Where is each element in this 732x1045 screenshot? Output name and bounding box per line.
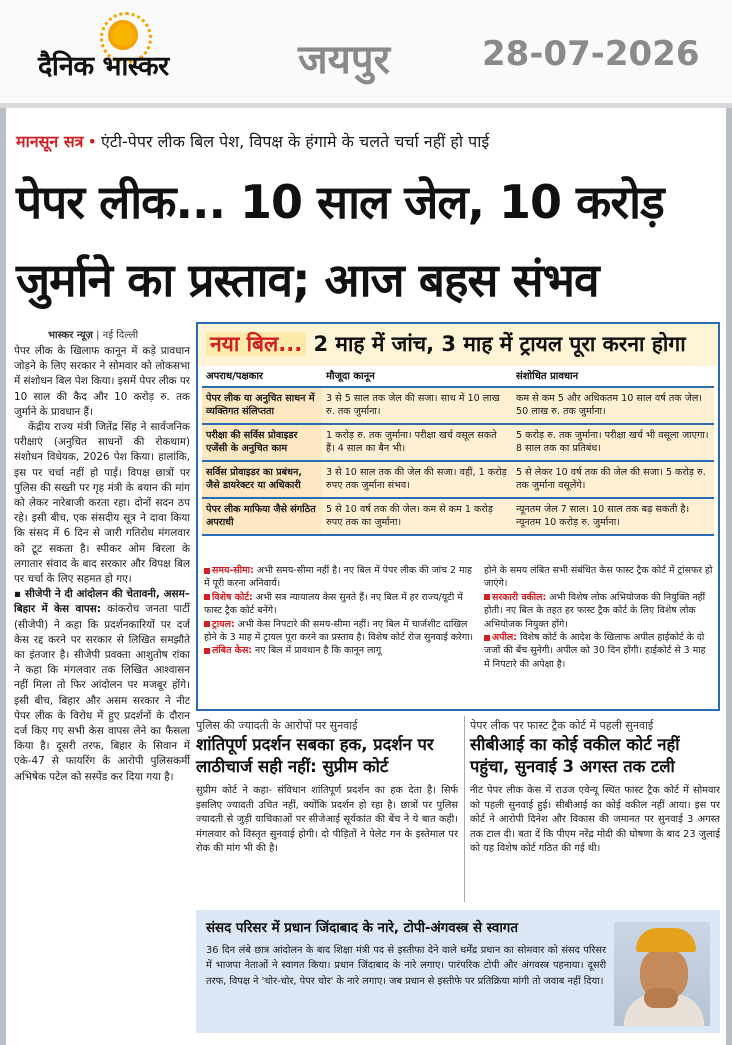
table-cell: पेपर लीक माफिया जैसे संगठित अपराधी <box>202 498 322 535</box>
bill-note-text: होने के समय लंबित सभी संबंधित केस फास्ट ट्रैक कोर्ट में ट्रांसफर हो जाएंगे। <box>484 565 713 590</box>
bill-note-label: अपील: <box>492 632 518 644</box>
bill-note-text: विशेष कोर्ट के आदेश के खिलाफ अपील हाईकोर्ट के दो जजों की बेंच सुनेगी। अपील को 30 दिन होंगी। हाईकोर्ट से 3 माह में निपटारे की अपेक्षा है। <box>484 632 706 670</box>
bill-note-text: अभी विशेष लोक अभियोजक की नियुक्ति नहीं होती। नए बिल के तहत हर फास्ट ट्रैक कोर्ट के लिए विशेष लोक अभियोजक नियुक्त होंगे। <box>484 591 706 630</box>
byline-place: | नई दिल्ली <box>92 330 139 341</box>
newspaper-logo: दैनिक भास्कर <box>38 51 169 82</box>
main-story-body <box>14 344 190 785</box>
bullet-square-icon <box>484 635 490 641</box>
bill-note <box>484 631 714 671</box>
cbi-story-body: नीट पेपर लीक केस में राउज एवेन्यू स्थित फास्ट ट्रैक कोर्ट में सोमवार को पहली सुनवाई हुई। सीबीआई का कोई वकील नहीं आया। इस पर कोर्ट ने आरोपी दिनेश और विकास की जमानत पर सुनवाई 3 अगस्त तक टाल दी। बता दें कि पीएम नरेंद्र मोदी की घोषणा के बाद 23 जुलाई को यह विशेष कोर्ट गठित की गई थी। <box>470 785 720 854</box>
kicker-label: मानसून सत्र <box>16 132 84 151</box>
bullet-square-icon <box>484 594 490 600</box>
bill-note-label: समय-सीमा: <box>212 565 254 576</box>
bullet-square-icon <box>204 594 210 600</box>
sc-story-headline: शांतिपूर्ण प्रदर्शन सबका हक, प्रदर्शन पर लाठीचार्ज सही नहीं: सुप्रीम कोर्ट <box>196 735 434 776</box>
table-header-row <box>202 368 714 387</box>
table-cell: 5 करोड़ रु. तक जुर्माना। परीक्षा खर्च भी वसूला जाएगा। 8 साल तक का प्रतिबंध। <box>512 424 714 461</box>
cbi-story-headline: सीबीआई का कोई वकील कोर्ट नहीं पहुंचा, सुनवाई 3 अगस्त तक टली <box>470 735 680 776</box>
table-cell: 5 से लेकर 10 वर्ष तक की जेल की सजा। 5 करोड़ रु. तक जुर्माना वसूलेंगे। <box>512 461 714 498</box>
bill-notes-left <box>204 564 474 658</box>
table-cell: 5 से 10 वर्ष तक की जेल। कम से कम 1 करोड़ रुपए तक का जुर्माना। <box>322 498 512 535</box>
table-cell: कम से कम 5 और अधिकतम 10 साल वर्ष तक जेल। 50 लाख रु. तक जुर्माना। <box>512 387 714 424</box>
photo-cap-shape <box>636 928 696 952</box>
bill-note <box>484 591 714 631</box>
table-row <box>202 387 714 424</box>
table-header: संशोधित प्रावधान <box>512 368 714 387</box>
cjp-subhead: ▪ सीजेपी ने दी आंदोलन की चेतावनी, असम–बिहार में केस वापस: <box>14 588 190 616</box>
headline-line-2: जुर्माने का प्रस्ताव; आज बहस संभव <box>16 253 599 307</box>
main-story-para-2: केंद्रीय राज्य मंत्री जितेंद्र सिंह ने सार्वजनिक परीक्षाएं (अनुचित साधनों की रोकथाम) संशोधन विधेयक, 2026 पेश किया। हालांकि, इस पर चर्चा नहीं हो पाई। विपक्ष छात्रों पर पुलिस की सख्ती पर गृह मंत्री के बयान की मांग को लेकर नारेबाजी करता रहा। दोनों सदन ठप रहे। इसी बीच, एक संसदीय सूत्र ने दावा किया कि संसद में 6 दिन से जारी गतिरोध मंगलवार को टूट सकता है। स्पीकर ओम बिरला के लगातार संवाद के बाद सरकार और विपक्ष बिल पर चर्चा के लिए सहमत हो गए। <box>14 421 190 586</box>
bill-note-label: लंबित केस: <box>212 645 253 657</box>
edition-date: 28-07-2026 <box>482 34 700 74</box>
pradhan-photo <box>614 922 710 1026</box>
table-row <box>202 461 714 498</box>
bullet-square-icon <box>204 648 210 654</box>
cjp-text: कांकरोच जनता पार्टी (सीजेपी) ने कहा कि प्रदर्शनकारियों पर दर्ज केस रद्द करने पर सरकार से लिखित समझौते का इंतजार है। सीजेपी प्रवक्ता आशुतोष रांका ने कहा कि मंगलवार तक लिखित आश्वासन नहीं मिला तो फिर आंदोलन पर मजबूर होंगे। इसी बीच, बिहार और असम सरकार ने नीट पेपर लीक के विरोध में हुए प्रदर्शनों के दौरान दर्ज किए गए सभी केस वापस लेने का फैसला किया है। दूसरी तरफ, बिहार के सिवान में एके-47 से फायरिंग के आरोपी पुलिसकर्मी अभिषेक पटेल को सस्पेंड कर दिया गया है। <box>14 603 190 783</box>
new-bill-box <box>196 322 720 711</box>
table-cell: परीक्षा की सर्विस प्रोवाइडर एजेंसी के अनुचित काम <box>202 424 322 461</box>
byline <box>48 327 138 341</box>
bill-note-label: ट्रायल: <box>212 618 235 630</box>
pradhan-story-headline: संसद परिसर में प्रधान जिंदाबाद के नारे, टोपी-अंगवस्त्र से स्वागत <box>206 921 518 936</box>
bill-note-label: सरकारी वकील: <box>492 591 547 603</box>
table-row <box>202 424 714 461</box>
new-bill-tag: नया बिल... <box>206 332 306 356</box>
new-bill-title-text: 2 माह में जांच, 3 माह में ट्रायल पूरा करना होगा <box>306 332 686 356</box>
bill-note-text: अभी सत्र न्यायालय केस सुनते हैं। नए बिल में हर राज्य/यूटी में फास्ट ट्रैक कोर्ट बनेंगे। <box>204 591 463 617</box>
comparison-table <box>202 368 714 536</box>
pradhan-story-box <box>196 910 720 1033</box>
photo-hands-shape <box>644 988 678 1008</box>
sc-story-body: सुप्रीम कोर्ट ने कहा- संविधान शांतिपूर्ण प्रदर्शन का हक देता है। सिर्फ इसलिए ज्यादती उचित नहीं, क्योंकि प्रदर्शन हो रहा है। छात्रों पर पुलिस ज्यादती से जुड़ी याचिकाओं पर सीजेआई सूर्यकांत की बेंच ने ये बात कही। मंगलवार को विस्तृत सुनवाई होगी। दो पीड़ितों ने पेलेट गन के इस्तेमाल पर रोक की मांग भी की है। <box>196 785 458 854</box>
table-cell: 3 से 10 साल तक की जेल की सजा। वहीं, 1 करोड़ रुपए तक जुर्माना संभव। <box>322 461 512 498</box>
main-story-para-1: पेपर लीक के खिलाफ कानून में कड़े प्रावधान जोड़ने के लिए सरकार ने सोमवार को लोकसभा में संशोधन बिल पेश किया। इसमें पेपर लीक पर 10 साल की कैद और 10 करोड़ रु. तक जुर्माने के प्रावधान हैं। <box>14 345 190 418</box>
masthead <box>0 0 732 108</box>
table-header: मौजूदा कानून <box>322 368 512 387</box>
cbi-story-kicker: पेपर लीक पर फास्ट ट्रैक कोर्ट में पहली सुनवाई <box>470 719 654 732</box>
headline-line-1: पेपर लीक... 10 साल जेल, 10 करोड़ <box>16 175 664 229</box>
bullet-square-icon <box>204 568 210 574</box>
table-header: अपराध/पक्षकार <box>202 368 322 387</box>
kicker-text: एंटी-पेपर लीक बिल पेश, विपक्ष के हंगामे के चलते चर्चा नहीं हो पाई <box>100 132 490 151</box>
table-cell: न्यूनतम जेल 7 साल। 10 साल तक बढ़ सकती है। न्यूनतम 10 करोड़ रु. जुर्माना। <box>512 498 714 535</box>
bill-note <box>204 591 474 618</box>
byline-agency: भास्कर न्यूज़ <box>48 330 93 341</box>
table-cell: पेपर लीक या अनुचित साधन में व्यक्तिगत संलिप्तता <box>202 387 322 424</box>
pradhan-story-body: 36 दिन लंबे छात्र आंदोलन के बाद शिक्षा मंत्री पद से इस्तीफा देने वाले धर्मेंद्र प्रधान का सोमवार को संसद परिसर में भाजपा नेताओं ने स्वागत किया। प्रधान जिंदाबाद के नारे लगाए। पारंपरिक टोपी और अंगवस्त्र पहनाया। दूसरी तरफ, विपक्ष ने 'चोर-चोर, पेपर चोर' के नारे लगाए। जब प्रधान से इस्तीफे पर प्रतिक्रिया मांगी तो जवाब नहीं दिया। <box>206 945 606 987</box>
table-cell: 3 से 5 साल तक जेल की सजा। साथ में 10 लाख रु. तक जुर्माना। <box>322 387 512 424</box>
bill-notes-right <box>484 564 714 671</box>
bill-note <box>204 644 474 657</box>
new-bill-title <box>206 330 686 358</box>
bill-note <box>204 564 474 591</box>
bill-note-text: नए बिल में प्रावधान है कि कानून लागू <box>252 645 382 657</box>
table-cell: 1 करोड़ रु. तक जुर्माना। परीक्षा खर्च वसूल सकते हैं। 4 साल का बैन भी। <box>322 424 512 461</box>
table-cell: सर्विस प्रोवाइडर का प्रबंधन, जैसे डायरेक्टर या अधिकारी <box>202 461 322 498</box>
sc-story-kicker: पुलिस की ज्यादती के आरोपों पर सुनवाई <box>196 719 358 732</box>
bill-note <box>484 564 714 591</box>
new-bill-header <box>198 324 718 366</box>
bill-note-text: अभी समय-सीमा नहीं है। नए बिल में पेपर लीक की जांच 2 माह में पूरी करना अनिवार्य। <box>204 565 472 590</box>
bill-note <box>204 618 474 645</box>
story-kicker <box>16 130 716 152</box>
bill-note-label: विशेष कोर्ट: <box>212 591 253 603</box>
kicker-dot: • <box>87 132 97 151</box>
edition-city: जयपुर <box>298 37 390 83</box>
column-divider <box>464 716 465 902</box>
main-story-para-3 <box>14 587 190 785</box>
bill-note-text: अभी केस निपटारे की समय-सीमा नहीं। नए बिल में चार्जशीट दाखिल होने के 3 माह में ट्रायल पूरा करने का प्रस्ताव है। विशेष कोर्ट रोज सुनवाई करेगा। <box>204 618 474 644</box>
bullet-square-icon <box>204 621 210 627</box>
table-row <box>202 498 714 535</box>
